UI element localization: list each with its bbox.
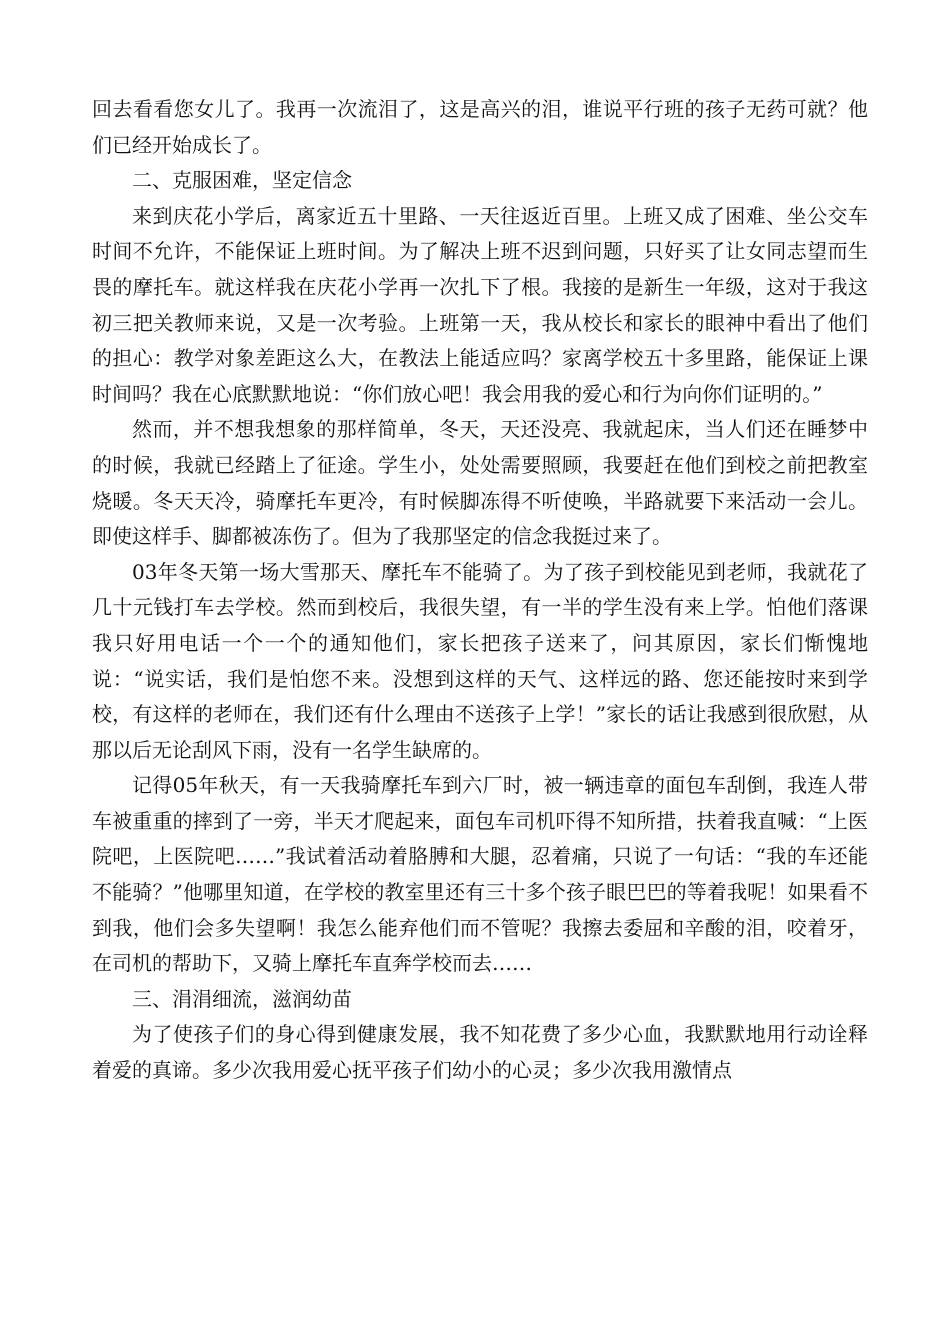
paragraph: 记得05年秋天，有一天我骑摩托车到六厂时，被一辆违章的面包车刮倒，我连人带车被重重的摔到了一旁，半天才爬起来，面包车司机吓得不知所措，扶着我直喊：“上医院吧，上医院吧……”我试着活动着胳膊和大腿，忍着痛，只说了一句话：“我的车还能不能骑？”他哪里知道，在学校的教室里还有三十多个孩子眼巴巴的等着我呢！如果看不到我，他们会多失望啊！我怎么能弃他们而不管呢？我擦去委屈和辛酸的泪，咬着牙，在司机的帮助下，又骑上摩托车直奔学校而去…… (92, 773, 868, 976)
paragraph: 03年冬天第一场大雪那天、摩托车不能骑了。为了孩子到校能见到老师，我就花了几十元钱打车去学校。然而到校后，我很失望，有一半的学生没有来上学。怕他们落课我只好用电话一个一个的通知他们，家长把孩子送来了，问其原因，家长们惭愧地说：“说实话，我们是怕您不来。没想到这样的天气、这样远的路、您还能按时来到学校，有这样的老师在，我们还有什么理由不送孩子上学！”家长的话让我感到很欣慰，从那以后无论刮风下雨，没有一名学生缺席的。 (92, 559, 868, 762)
section-heading-2: 二、克服困难，坚定信念 (132, 168, 352, 193)
paragraph: 来到庆花小学后，离家近五十里路、一天往返近百里。上班又成了困难、坐公交车时间不允许，不能保证上班时间。为了解决上班不迟到问题，只好买了让女同志望而生畏的摩托车。就这样我在庆花小学再一次扎下了根。我接的是新生一年级，这对于我这初三把关教师来说，又是一次考验。上班第一天，我从校长和家长的眼神中看出了他们的担心：教学对象差距这么大，在教法上能适应吗？家离学校五十多里路，能保证上课时间吗？我在心底默默地说：“你们放心吧！我会用我的爱心和行为向你们证明的。” (92, 203, 868, 406)
document-page (92, 92, 868, 1089)
paragraph: 为了使孩子们的身心得到健康发展，我不知花费了多少心血，我默默地用行动诠释着爱的真谛。多少次我用爱心抚平孩子们幼小的心灵；多少次我用激情点 (92, 1022, 868, 1083)
paragraph-continued: 回去看看您女儿了。我再一次流泪了，这是高兴的泪，谁说平行班的孩子无药可就？他们已经开始成长了。 (92, 97, 868, 157)
paragraph: 然而，并不想我想象的那样简单，冬天，天还没亮、我就起床，当人们还在睡梦中的时候，我就已经踏上了征途。学生小，处处需要照顾，我要赶在他们到校之前把教室烧暖。冬天天冷，骑摩托车更冷，有时候脚冻得不听使唤，半路就要下来活动一会儿。即使这样手、脚都被冻伤了。但为了我那坚定的信念我挺过来了。 (92, 417, 868, 549)
section-heading-3: 三、涓涓细流，滋润幼苗 (132, 986, 352, 1011)
